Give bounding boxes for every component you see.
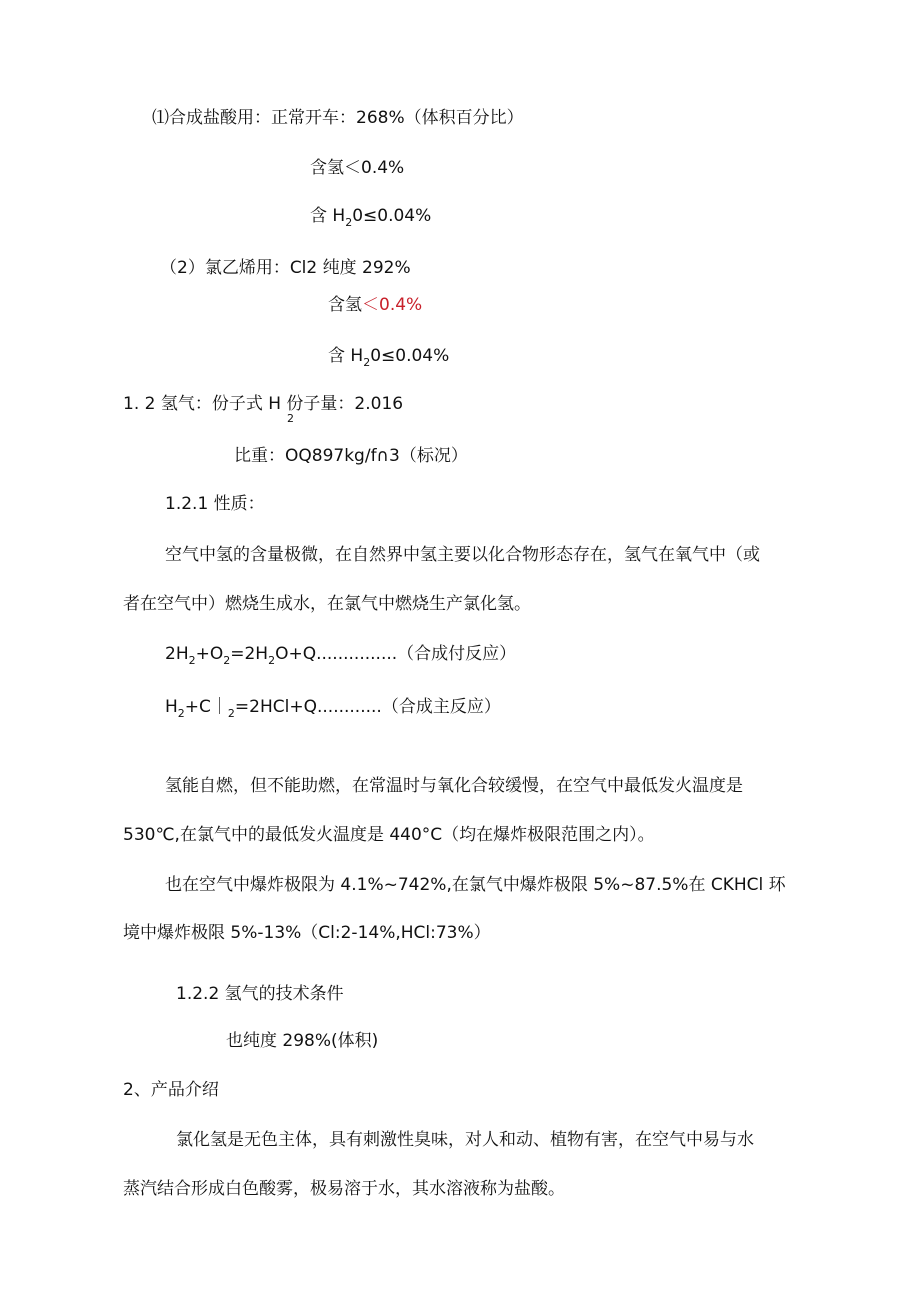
paragraph-line: 530℃,在氯气中的最低发火温度是 440°C（均在爆炸极限范围之内）。 <box>123 825 655 845</box>
text: +C｜ <box>184 697 228 717</box>
paragraph-line: 空气中氢的含量极微，在自然界中氢主要以化合物形态存在，氢气在氧气中（或 <box>165 545 760 565</box>
spec-line-water-content <box>310 204 431 230</box>
text: 含 H <box>310 206 346 226</box>
spec-line-vcm: （2）氯乙烯用：Cl2 纯度 292% <box>160 258 411 278</box>
text: +O <box>195 644 224 664</box>
subscript: 2 <box>177 707 185 720</box>
subsection-heading-properties: 1.2.1 性质： <box>165 494 265 514</box>
spec-line-hcl-synthesis: ⑴合成盐酸用：正常开车：268%（体积百分比） <box>152 108 524 128</box>
section-heading-product-intro: 2、产品介绍 <box>123 1080 219 1100</box>
paragraph-line: 蒸汽结合形成白色酸雾，极易溶于水，其水溶液称为盐酸。 <box>123 1179 565 1199</box>
spec-line-vcm-water <box>328 344 449 370</box>
text: O+Q <box>275 644 317 664</box>
section-heading-hydrogen: 1. 2 氢气：份子式 H 份子量：2.016 <box>123 394 404 414</box>
subscript: 2 <box>223 654 231 667</box>
subscript: 2 <box>363 356 371 369</box>
subsection-heading-technical-conditions: 1.2.2 氢气的技术条件 <box>176 984 344 1004</box>
text: H <box>165 697 178 717</box>
subscript: 2 <box>227 707 235 720</box>
text: ...............（合成付反应） <box>316 644 517 664</box>
spec-line-vcm-hydrogen <box>328 293 422 317</box>
text: 含 H <box>328 346 364 366</box>
paragraph-line: 氯化氢是无色主体，具有刺激性臭味，对人和动、植物有害，在空气中易与水 <box>176 1130 754 1150</box>
purity-line: 也纯度 298%(体积) <box>226 1031 379 1051</box>
text: 含氢 <box>328 295 362 315</box>
equation-side-reaction <box>165 642 516 668</box>
equation-main-reaction <box>165 695 501 721</box>
paragraph-line: 也在空气中爆炸极限为 4.1%~742%,在氯气中爆炸极限 5%~87.5%在 CKHCl 环 <box>165 875 786 895</box>
text: =2H <box>230 644 269 664</box>
text: =2HCl+Q <box>234 697 317 717</box>
text: ............（合成主反应） <box>316 697 501 717</box>
spec-line-hydrogen-content: 含氢＜0.4% <box>310 158 405 178</box>
subscript: 2 <box>345 216 353 229</box>
subscript: 2 <box>188 654 196 667</box>
text: 0≤0.04% <box>352 206 432 226</box>
density-line: 比重：OQ897kg∕f∩3（标况） <box>234 446 468 466</box>
text: 2H <box>165 644 189 664</box>
paragraph-line: 者在空气中）燃烧生成水，在氯气中燃烧生产氯化氢。 <box>123 594 531 614</box>
formula-subscript: 2 <box>287 412 294 425</box>
highlighted-value: ＜0.4% <box>362 295 423 315</box>
text: 0≤0.04% <box>370 346 450 366</box>
paragraph-line: 境中爆炸极限 5%-13%（Cl:2-14%,HCl:73%） <box>123 923 491 943</box>
subscript: 2 <box>268 654 276 667</box>
paragraph-line: 氢能自燃，但不能助燃，在常温时与氧化合较缓慢，在空气中最低发火温度是 <box>165 776 743 796</box>
